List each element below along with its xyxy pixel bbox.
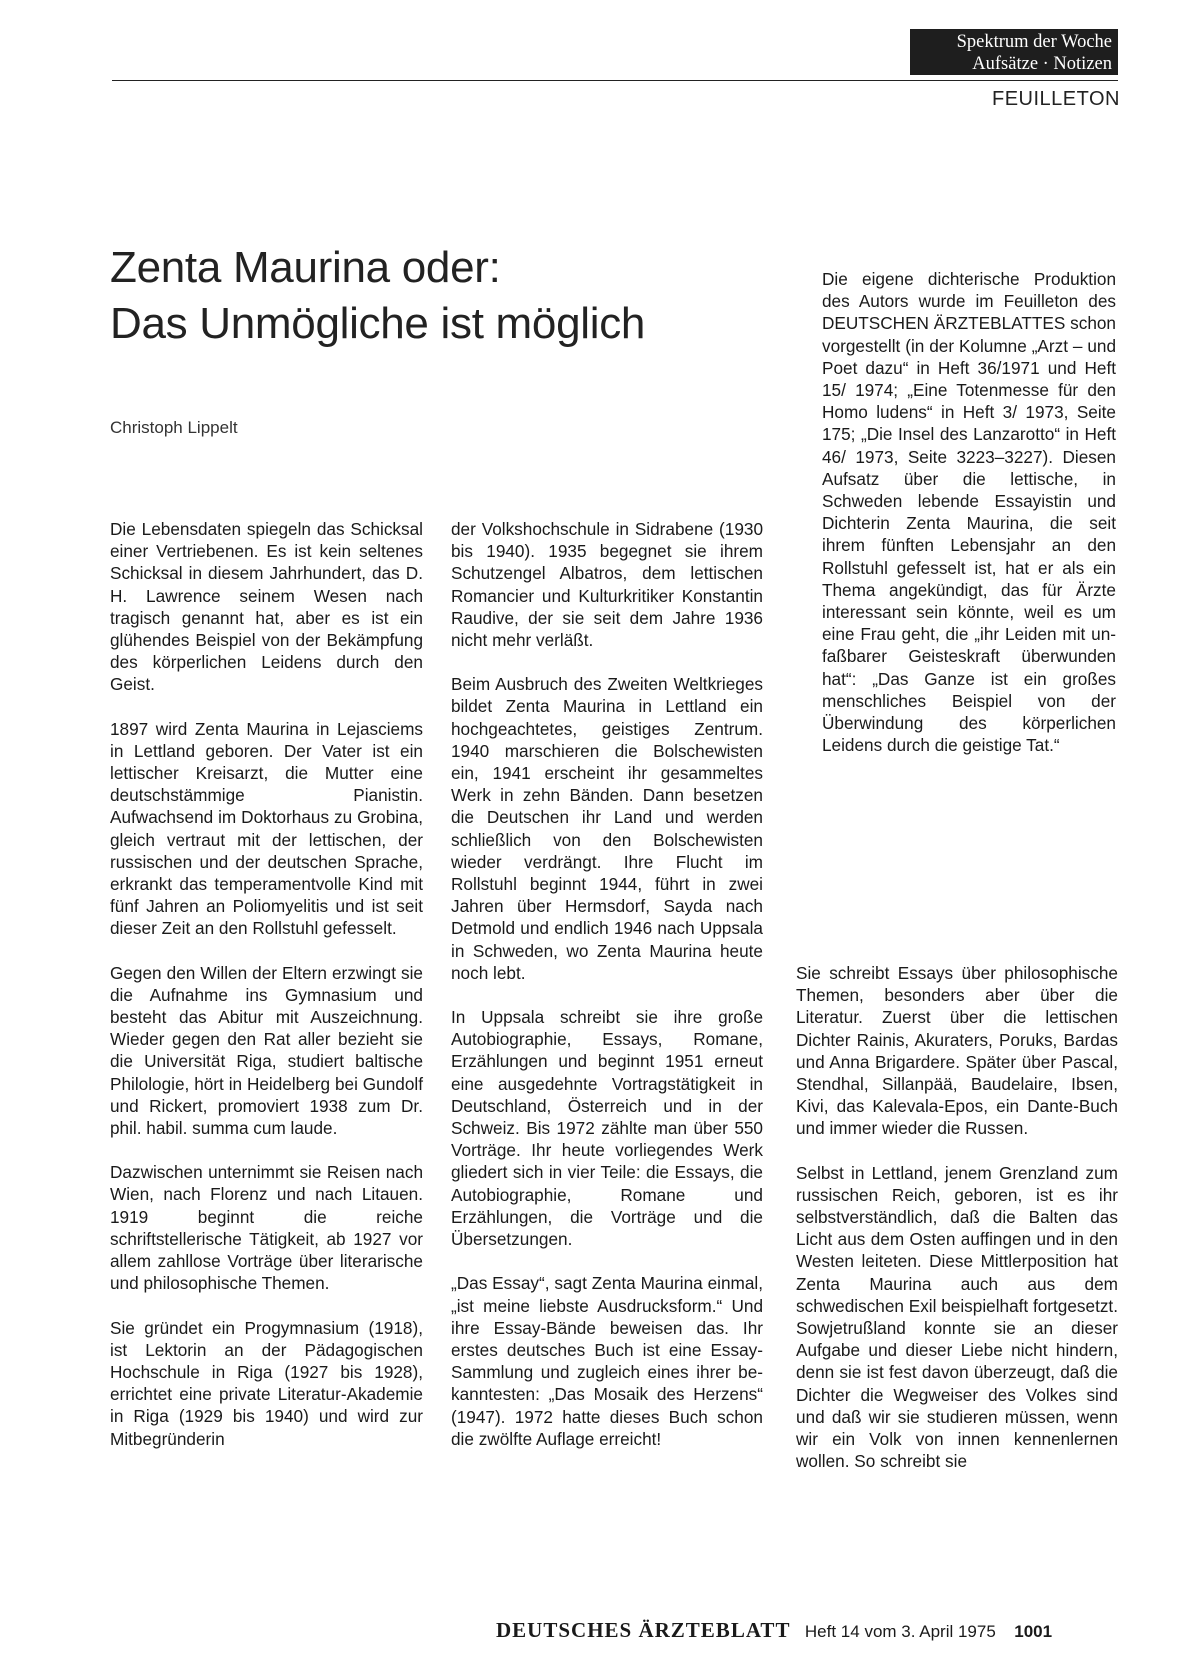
paragraph: Sie gründet ein Progymnasium (1918), ist Lektorin an der Pädagogischen Hochschule in Riga (1927 bis 1928), errichtet eine private Literatur-Akademie in Riga (1929 bis 1940) und wird zur Mitbegründerin (110, 1317, 423, 1449)
article-title (110, 240, 730, 352)
header-rule (112, 80, 1118, 81)
intro-paragraph: Die eigene dichterische Produktion des Autors wurde im Feuilleton des DEUTSCHEN ÄRZTEBLATTES schon vorgestellt (in der Kolumne „Arzt – und Poet dazu“ in Heft 36/1971 und Heft 15/ 1974; „Eine Totenmesse für den Homo ludens“ in Heft 3/ 1973, Seite 175; „Die Insel des Lanzarotto“ in Heft 46/ 1973, Seite 3223–3227). Diesen Aufsatz über die lettische, in Schweden lebende Essayistin und Dichterin Zenta Maurina, die seit ihrem fünften Lebensjahr an den Rollstuhl gefesselt ist, hat er als ein Thema angekündigt, das für Ärzte interessant sein könnte, weil es um eine Frau geht, die „ihr Leiden mit unfaßbarer Geisteskraft überwunden hat“: „Das Ganze ist ein großes menschliches Beispiel von der Überwindung des körperlichen Leidens durch die geistige Tat.“ (822, 269, 1116, 756)
author-name: Christoph Lippelt (110, 418, 238, 437)
journal-name: DEUTSCHES ÄRZTEBLATT (496, 1618, 791, 1642)
paragraph: 1897 wird Zenta Maurina in Lejasciems in Lettland geboren. Der Vater ist ein lettischer Kreisarzt, die Mutter eine deutschstämmige Pianistin. Aufwachsend im Doktorhaus zu Grobina, gleich vertraut mit der lettischen, der russischen und der deutschen Sprache, erkrankt das temperamentvolle Kind mit fünf Jahren an Poliomyelitis und ist seit dieser Zeit an den Rollstuhl gefesselt. (110, 718, 423, 939)
badge-line-2: Aufsätze · Notizen (972, 54, 1112, 74)
page-number: 1001 (1014, 1622, 1053, 1641)
paragraph: „Das Essay“, sagt Zenta Maurina einmal, „ist meine liebste Ausdrucksform.“ Und ihre Essay-Bände beweisen das. Ihr erstes deutsches Buch ist eine Essay-Sammlung und zugleich eines ihrer bekanntesten: „Das Mosaik des Herzens“ (1947). 1972 hatte dieses Buch schon die zwölfte Auflage erreicht! (451, 1273, 763, 1449)
paragraph: Gegen den Willen der Eltern erzwingt sie die Aufnahme ins Gymnasium und besteht das Abitur mit Auszeichnung. Wieder gegen den Rat aller bezieht sie die Universität Riga, studiert baltische Philologie, hört in Heidelberg bei Gundolf und Rickert, promoviert 1938 zum Dr. phil. habil. summa cum laude. (110, 962, 423, 1139)
page-footer (496, 1618, 1052, 1643)
text-column-1 (110, 518, 423, 1450)
section-badge (910, 29, 1118, 75)
paragraph: der Volkshochschule in Sidrabene (1930 bis 1940). 1935 begegnet sie ihrem Schutzengel Albatros, dem lettischen Romancier und Kulturkritiker Konstantin Raudive, der sie seit dem Jahre 1936 nicht mehr verläßt. (451, 519, 763, 651)
paragraph: Selbst in Lettland, jenem Grenzland zum russischen Reich, geboren, ist es ihr selbstverständlich, daß die Balten das Licht aus dem Osten auffingen und in den Westen leiteten. Diese Mittlerposition hat Zenta Maurina auch aus dem schwedischen Exil beispielhaft fortgesetzt. Sowjetrußland konnte sie an dieser Aufgabe und dieser Liebe nicht hindern, denn sie ist fest davon überzeugt, daß die Dichter die Wegweiser des Volkes sind und daß wir sie studieren müssen, wenn wir ein Volk von innen kennenlernen wollen. So schreibt sie (796, 1162, 1118, 1472)
text-column-2 (451, 518, 763, 1450)
text-column-3 (796, 962, 1118, 1472)
title-line-1: Zenta Maurina oder: (110, 243, 501, 292)
author-intro-box (822, 268, 1116, 756)
section-label: FEUILLETON (992, 88, 1120, 110)
paragraph: In Uppsala schreibt sie ihre große Autobiographie, Essays, Romane, Erzählungen und beginnt 1951 erneut eine ausgedehnte Vortragstätigkeit in Deutschland, Österreich und in der Schweiz. Bis 1972 zählte man über 550 Vorträge. Ihr heute vorliegendes Werk gliedert sich in vier Teile: die Essays, die Autobiographie, Romane und Erzählungen, die Vorträge und die Übersetzungen. (451, 1007, 763, 1250)
issue-info: Heft 14 vom 3. April 1975 (804, 1622, 996, 1641)
paragraph: Die Lebensdaten spiegeln das Schicksal einer Vertriebenen. Es ist kein seltenes Schicksal in diesem Jahrhundert, das D. H. Lawrence seinem Wesen nach tragisch genannt hat, aber es ist ein glühendes Beispiel von der Bekämpfung des körperlichen Leidens durch den Geist. (110, 519, 423, 695)
paragraph: Dazwischen unternimmt sie Reisen nach Wien, nach Florenz und nach Litauen. 1919 beginnt die reiche schriftstellerische Tätigkeit, ab 1927 vor allem zahllose Vorträge über literarische und philosophische Themen. (110, 1162, 423, 1294)
title-line-2: Das Unmögliche ist möglich (110, 299, 646, 348)
badge-line-1: Spektrum der Woche (956, 32, 1112, 52)
paragraph: Beim Ausbruch des Zweiten Weltkrieges bildet Zenta Maurina in Lettland ein hochgeachtetes, geistiges Zentrum. 1940 marschieren die Bolschewisten ein, 1941 erscheint ihr gesammeltes Werk in zehn Bänden. Dann besetzen die Deutschen ihr Land und werden schließlich von den Bolschewisten wieder verdrängt. Ihre Flucht im Rollstuhl beginnt 1944, führt in zwei Jahren über Hermsdorf, Sayda nach Detmold und endlich 1946 nach Uppsala in Schweden, wo Zenta Maurina heute noch lebt. (451, 674, 763, 983)
paragraph: Sie schreibt Essays über philosophische Themen, besonders aber über die Literatur. Zuerst über die lettischen Dichter Rainis, Akuraters, Poruks, Bardas und Anna Brigardere. Später über Pascal, Stendhal, Sillanpää, Baudelaire, Ibsen, Kivi, das Kalevala-Epos, ein Dante-Buch und immer wieder die Russen. (796, 963, 1118, 1139)
